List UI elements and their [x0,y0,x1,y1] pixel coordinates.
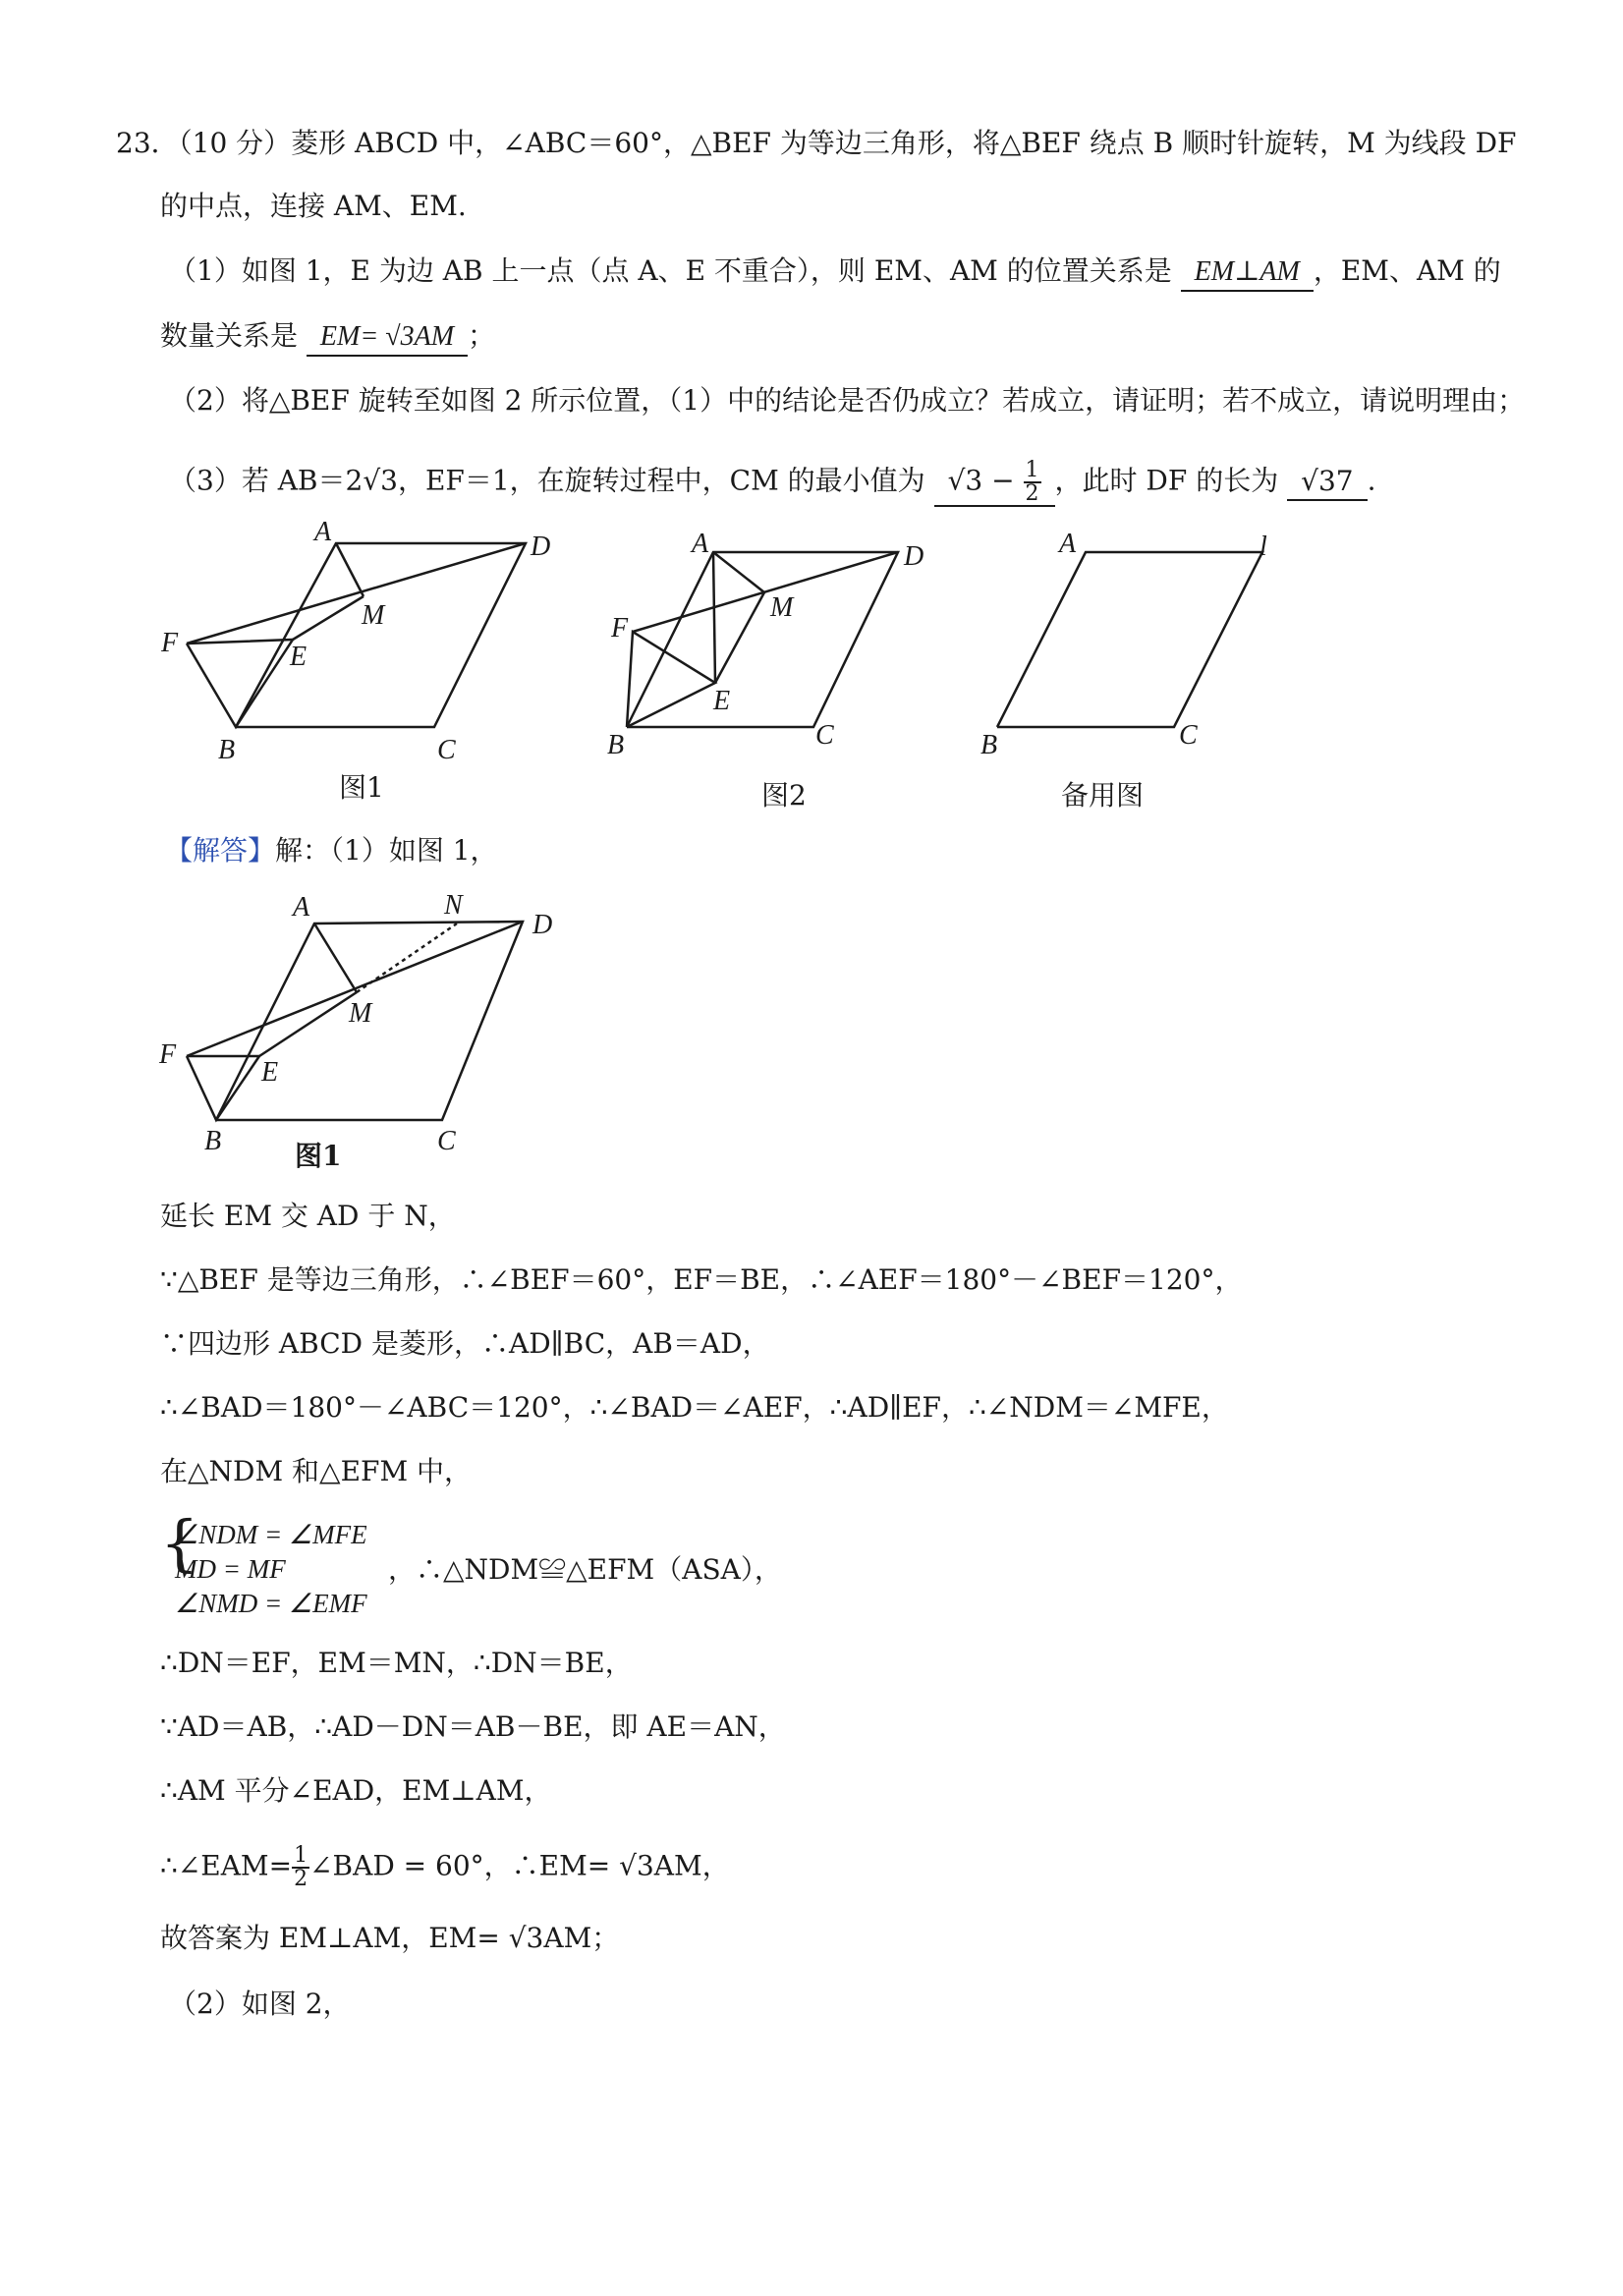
step9-left: ∴∠EAM= [160,1849,293,1882]
system-brace: { [160,1507,199,1579]
segment-am [336,543,364,596]
figure-2 [597,526,951,761]
step9-fraction [292,1845,309,1890]
part3-answer-min [934,460,1055,507]
solution-step-10: 故答案为 EM⊥AM，EM= √3AM； [160,1922,620,1954]
part3-answer-df: √37 [1287,464,1367,501]
triangle-bef [187,1056,259,1120]
label-e: E [713,686,731,716]
part1-answer-position: EM⊥AM [1181,254,1314,292]
label-e: E [290,642,308,672]
label-d: D [532,910,553,940]
solution-step-1: 延长 EM 交 AD 于 N， [160,1200,456,1232]
rhombus-abcd [997,552,1262,727]
segment-am [314,924,357,992]
system-line-3: ∠NMD = ∠EMF [175,1589,367,1618]
label-m: M [362,600,385,631]
part3-answer-fraction [1024,460,1041,505]
fraction-numerator: 1 [1025,458,1039,482]
fraction-denominator: 2 [294,1867,308,1891]
solution-step-6: ∴DN＝EF，EM＝MN，∴DN＝BE， [160,1647,633,1679]
label-b: B [218,735,236,765]
solution-intro [165,833,498,868]
figure-spare [973,526,1297,761]
triangle-bef [627,632,715,727]
solution-figure [147,884,580,1189]
label-b: B [204,1126,222,1156]
label-f: F [159,1039,177,1070]
solution-step-3: ∵四边形 ABCD 是菱形，∴AD∥BC，AB＝AD， [160,1327,770,1360]
segment-am [713,552,764,592]
fraction-denominator: 2 [1025,481,1039,506]
solution-figure-caption: 图1 [295,1140,342,1172]
part3-end: . [1367,464,1376,497]
label-d: D [531,532,551,562]
label-c: C [815,720,834,751]
part1-line-1 [169,253,1501,292]
label-n: N [444,890,463,921]
system-conclusion: ，∴△NDM≌△EFM（ASA）， [388,1553,782,1586]
label-c: C [437,1126,456,1156]
part3-answer-min-root: √3 − [947,464,1015,497]
rhombus-abcd [627,552,898,727]
label-d: D [904,541,924,572]
solution-step-4: ∴∠BAD＝180°－∠ABC＝120°，∴∠BAD＝∠AEF，∴AD∥EF，∴∠NDM＝∠MFE， [160,1391,1229,1424]
label-a: A [1059,529,1077,559]
segment-mn-dashed [357,924,457,992]
part1-prefix: （1）如图 1，E 为边 AB 上一点（点 A、E 不重合），则 EM、AM 的位置关系是 [169,254,1172,287]
label-c: C [1179,720,1198,751]
system-line-2: MD = MF [175,1554,286,1584]
label-b: B [980,730,998,760]
segment-fd [187,543,526,644]
label-a: A [293,892,310,923]
part1-mid: ，EM、AM 的 [1313,254,1501,287]
part1-line2-prefix: 数量关系是 [160,319,299,352]
part1-answer-quantity: EM= √3AM [307,319,468,357]
label-c: C [437,735,456,765]
label-f: F [611,613,629,644]
part2-line: （2）将△BEF 旋转至如图 2 所示位置，（1）中的结论是否仍成立？若成立，请证明；若不成立，请说明理由； [169,384,1526,417]
system-line-1: ∠NDM = ∠MFE [175,1520,367,1549]
part1-end: ； [468,319,496,352]
part3-prefix: （3）若 AB＝2√3，EF＝1，在旋转过程中，CM 的最小值为 [169,464,925,497]
label-a: A [692,529,709,559]
label-m: M [770,592,794,623]
question-line-1: 23．（10 分）菱形 ABCD 中，∠ABC＝60°，△BEF 为等边三角形，将△BEF 绕点 B 顺时针旋转，M 为线段 DF [116,127,1517,159]
solution-step-7: ∵AD＝AB，∴AD－DN＝AB－BE，即 AE＝AN， [160,1710,786,1743]
solution-step-9 [160,1845,730,1890]
label-d: l [1259,532,1267,562]
step9-right: ∠BAD = 60°，∴EM= √3AM， [309,1849,730,1882]
rhombus-abcd [236,543,526,727]
solution-tag: 【解答】 [165,834,276,867]
solution-step-8: ∴AM 平分∠EAD，EM⊥AM， [160,1774,552,1807]
part3-line [169,460,1376,507]
fraction-numerator: 1 [294,1843,308,1868]
figure-1-caption: 图1 [339,771,384,804]
solution-step-5: 在△NDM 和△EFM 中， [160,1455,473,1487]
label-m: M [349,998,372,1029]
label-f: F [161,628,179,658]
segment-ae [713,552,715,683]
solution-step-2: ∵△BEF 是等边三角形，∴∠BEF＝60°，EF＝BE，∴∠AEF＝180°－∠BEF＝120°， [160,1263,1243,1296]
part1-line-2 [160,318,495,357]
figure-2-caption: 图2 [761,779,807,812]
label-e: E [261,1057,279,1088]
label-b: B [607,730,625,760]
part3-mid: ，此时 DF 的长为 [1054,464,1279,497]
solution-step-11: （2）如图 2， [169,1988,351,2020]
figure-spare-caption: 备用图 [1061,779,1145,812]
segment-fd [633,552,898,632]
solution-intro-text: 解：（1）如图 1， [275,834,498,867]
question-line-2: 的中点，连接 AM、EM. [160,190,467,222]
label-a: A [314,517,332,547]
